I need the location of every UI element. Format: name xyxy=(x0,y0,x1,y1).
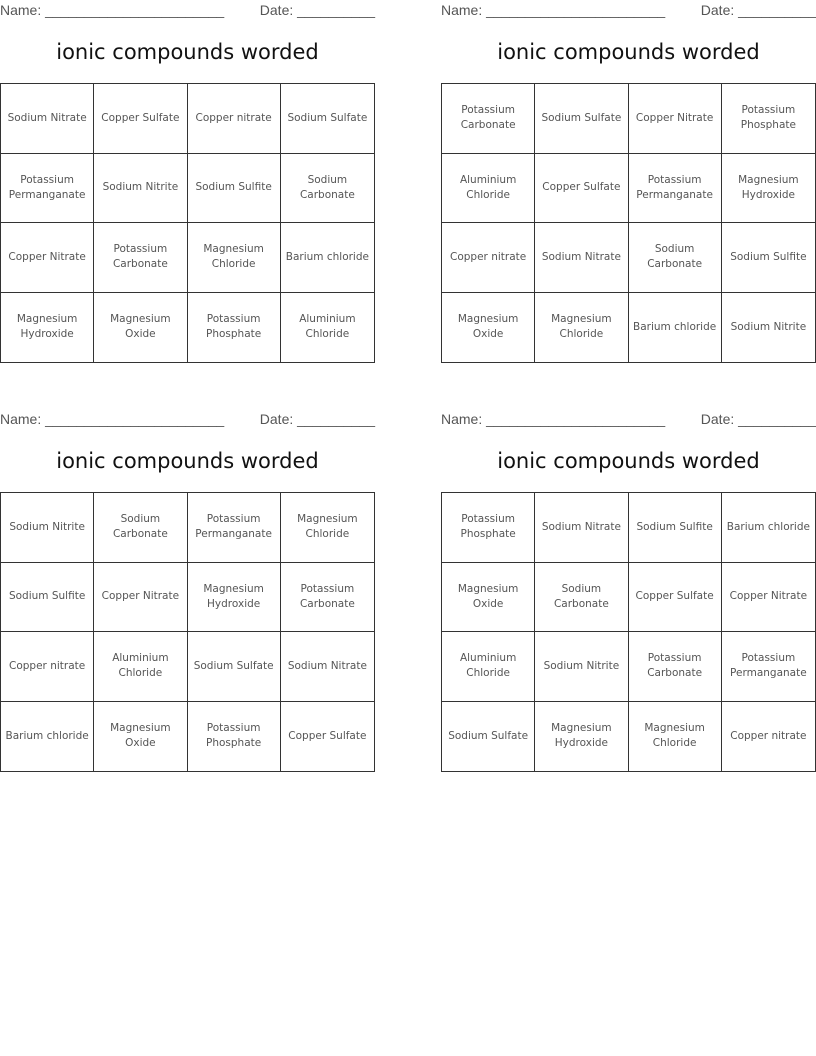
bingo-card-2 xyxy=(441,0,816,341)
date-field-label: Date: __________ xyxy=(259,411,375,427)
grid-cell: Barium chloride xyxy=(281,223,374,293)
bingo-grid xyxy=(0,492,375,772)
grid-cell: Potassium Permanganate xyxy=(188,493,281,563)
grid-cell: Potassium Permanganate xyxy=(629,154,722,224)
date-field-label: Date: __________ xyxy=(259,2,375,18)
grid-cell: Sodium Sulfite xyxy=(1,563,94,633)
card-title: ionic compounds worded xyxy=(497,449,760,473)
grid-cell: Sodium Nitrite xyxy=(730,320,807,333)
grid-cell: Copper Nitrate xyxy=(1,223,94,293)
grid-cell: Magnesium Chloride xyxy=(629,702,722,772)
grid-cell: Magnesium Hydroxide xyxy=(188,563,281,633)
grid-cell: Potassium Carbonate xyxy=(442,84,535,154)
grid-cell: Magnesium Oxide xyxy=(94,293,187,363)
grid-cell: Potassium Permanganate xyxy=(722,632,815,702)
card-header xyxy=(0,409,375,431)
grid-cell: Magnesium Chloride xyxy=(281,493,374,563)
grid-cell: Copper Sulfate xyxy=(288,729,367,742)
grid-cell: Potassium Carbonate xyxy=(94,223,187,293)
grid-cell: Sodium Sulfate xyxy=(442,702,535,772)
grid-cell: Magnesium Oxide xyxy=(442,293,535,363)
grid-cell: Sodium Carbonate xyxy=(94,493,187,563)
grid-cell: Barium chloride xyxy=(722,493,815,563)
grid-cell: Magnesium Hydroxide xyxy=(535,702,628,772)
grid-cell: Aluminium Chloride xyxy=(94,632,187,702)
bingo-grid xyxy=(441,492,816,772)
grid-cell: Sodium Nitrite xyxy=(535,632,628,702)
grid-cell: Potassium Permanganate xyxy=(1,154,94,224)
date-field-label: Date: __________ xyxy=(700,2,816,18)
card-title: ionic compounds worded xyxy=(56,40,319,64)
grid-cell: Sodium Sulfite xyxy=(188,154,281,224)
grid-cell: Sodium Sulfite xyxy=(629,493,722,563)
bingo-card-1 xyxy=(0,0,375,341)
grid-cell: Sodium Nitrate xyxy=(535,493,628,563)
grid-cell: Sodium Carbonate xyxy=(281,154,374,224)
card-title: ionic compounds worded xyxy=(497,40,760,64)
grid-cell: Potassium Phosphate xyxy=(188,702,281,772)
grid-cell: Magnesium Oxide xyxy=(94,702,187,772)
grid-cell: Aluminium Chloride xyxy=(442,154,535,224)
grid-cell: Copper Nitrate xyxy=(722,563,815,633)
grid-cell: Potassium Phosphate xyxy=(188,293,281,363)
grid-cell: Magnesium Oxide xyxy=(442,563,535,633)
grid-cell: Potassium Phosphate xyxy=(722,84,815,154)
grid-cell: Magnesium Hydroxide xyxy=(1,293,94,363)
grid-cell: Copper Sulfate xyxy=(535,154,628,224)
grid-cell: Potassium Phosphate xyxy=(442,493,535,563)
bingo-grid xyxy=(0,83,375,363)
name-field-label: Name: _______________________ xyxy=(0,2,225,18)
grid-cell: Copper nitrate xyxy=(188,84,281,154)
grid-cell: Sodium Nitrate xyxy=(281,632,374,702)
grid-cell: Copper nitrate xyxy=(730,729,807,742)
grid-cell: Sodium Nitrate xyxy=(1,84,94,154)
card-header xyxy=(0,0,375,22)
grid-cell: Copper nitrate xyxy=(442,223,535,293)
bingo-card-3 xyxy=(0,409,375,750)
name-field-label: Name: _______________________ xyxy=(441,2,666,18)
grid-cell: Sodium Nitrate xyxy=(535,223,628,293)
grid-cell: Copper Nitrate xyxy=(629,84,722,154)
grid-cell: Potassium Carbonate xyxy=(629,632,722,702)
card-header xyxy=(441,0,816,22)
grid-cell: Sodium Nitrite xyxy=(94,154,187,224)
grid-cell: Magnesium Chloride xyxy=(535,293,628,363)
name-field-label: Name: _______________________ xyxy=(441,411,666,427)
grid-cell: Potassium Carbonate xyxy=(281,563,374,633)
grid-cell: Aluminium Chloride xyxy=(442,632,535,702)
grid-cell: Copper Sulfate xyxy=(94,84,187,154)
name-field-label: Name: _______________________ xyxy=(0,411,225,427)
grid-cell: Barium chloride xyxy=(629,293,722,363)
grid-cell: Sodium Nitrite xyxy=(1,493,94,563)
grid-cell: Sodium Sulfate xyxy=(281,84,374,154)
card-header xyxy=(441,409,816,431)
date-field-label: Date: __________ xyxy=(700,411,816,427)
grid-cell: Aluminium Chloride xyxy=(299,313,356,341)
bingo-grid xyxy=(441,83,816,363)
bingo-card-4 xyxy=(441,409,816,750)
grid-cell: Sodium Carbonate xyxy=(629,223,722,293)
grid-cell: Copper nitrate xyxy=(1,632,94,702)
card-title: ionic compounds worded xyxy=(56,449,319,473)
grid-cell: Magnesium Hydroxide xyxy=(722,154,815,224)
grid-cell: Barium chloride xyxy=(1,702,94,772)
grid-cell: Magnesium Chloride xyxy=(188,223,281,293)
grid-cell: Copper Sulfate xyxy=(629,563,722,633)
grid-cell: Sodium Carbonate xyxy=(535,563,628,633)
grid-cell: Sodium Sulfite xyxy=(722,223,815,293)
grid-cell: Sodium Sulfate xyxy=(535,84,628,154)
grid-cell: Sodium Sulfate xyxy=(188,632,281,702)
grid-cell: Copper Nitrate xyxy=(94,563,187,633)
